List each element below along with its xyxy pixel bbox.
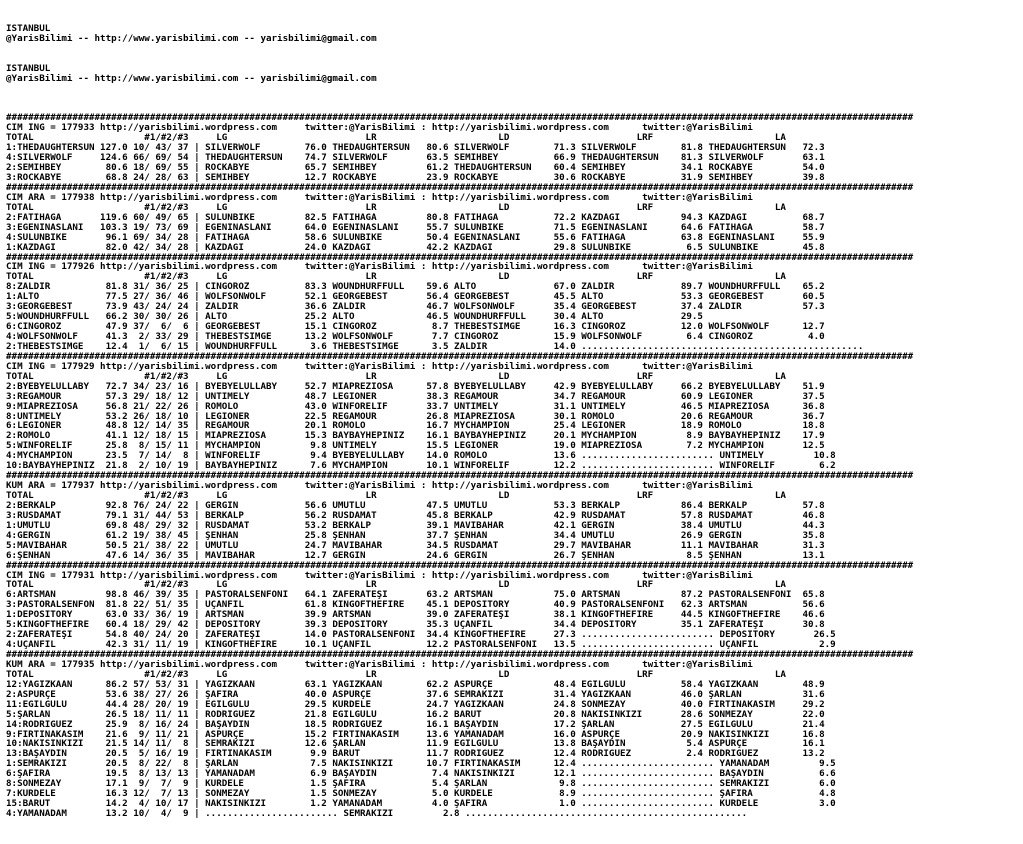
- result-row: 5:WINFORELİF 25.8 8/ 15/ 11 | MYCHAMPION 9.8 UNTIMELY 15.5 LEGIONER 19.0 MIAPREZIOSA 7.2 MYCHAMPION 12.5: [6, 441, 825, 452]
- result-row: 4:UÇANFİL 42.3 31/ 11/ 19 | KINGOFTHEFIRE 10.1 UÇANFİL 12.2 PASTORALSENFONİ 13.5 ........................ UÇANFİL 2.9: [6, 640, 836, 650]
- race-block: [6, 253, 1023, 352]
- race-block: [6, 113, 1023, 183]
- result-row: 1:UMUTLU 69.8 48/ 29/ 32 | RUSDAMAT 53.2 BERKALP 39.1 MAVİBAHAR 42.1 GERGİN 38.4 UMUTLU 44.3: [6, 520, 825, 531]
- result-row: 2:ROMOLO 41.1 12/ 18/ 15 | MIAPREZIOSA 15.3 BAYBAYHEPİNİZ 16.1 BAYBAYHEPİNİZ 20.1 MYCHAMPION 8.9 BAYBAYHEPİNİZ 17.9: [6, 431, 825, 442]
- result-row: 7:KURDELE 16.3 12/ 7/ 13 | SONMEZAY 1.5 SONMEZAY 5.0 KURDELE 8.9 ........................ ŞAFİRA 4.8: [6, 789, 836, 800]
- separator-line: ####################################################################################################################################################################: [6, 113, 914, 124]
- result-row: 3:EGENİNASLANI 103.3 19/ 73/ 69 | EGENİNASLANI 64.0 EGENİNASLANI 55.7 SULUNBİKE 71.5 EGENİNASLANI 64.6 FATİHAĞA 58.7: [6, 222, 825, 233]
- result-row: 12:YAĞIZKAAN 86.2 57/ 53/ 31 | YAĞIZKAAN 63.1 YAĞIZKAAN 62.2 ASPURÇE 48.4 EGILGÜLÜ 58.4 YAĞIZKAAN 48.9: [6, 679, 825, 690]
- document-header: [6, 24, 1023, 94]
- result-row: 1:THEDAUGHTERSUN 127.0 10/ 43/ 37 | SILVERWOLF 76.0 THEDAUGHTERSUN 80.6 SILVERWOLF 71.3 SILVERWOLF 81.8 THEDAUGHTERSUN 72.3: [6, 143, 825, 154]
- result-row: 5:WOUNDHURFFULL 66.2 30/ 30/ 26 | ALTO 25.2 ALTO 46.5 WOUNDHURFFULL 30.4 ALTO 29.5: [6, 312, 703, 323]
- race-title: CIM ING = 177931 http://yarisbilimi.wordpress.com twitter:@YarisBilimi : http://yarisbilimi.wordpress.com twitter:@YarisBilimi: [6, 570, 753, 581]
- result-row: 9:FIRTINAKASIM 21.6 9/ 11/ 21 | ASPURÇE 15.2 FIRTINAKASIM 13.6 YAMANADAM 16.0 ASPURÇE 20.9 NAKİSİNKİZİ 16.8: [6, 729, 825, 740]
- result-row: 2:BYEBYELULLABY 72.7 34/ 23/ 16 | BYEBYELULLABY 52.7 MIAPREZIOSA 57.8 BYEBYELULLABY 42.9 BYEBYELULLABY 66.2 BYEBYELULLABY 51.9: [6, 381, 825, 392]
- result-row: 3:PASTORALSENFON 81.8 22/ 51/ 35 | UÇANFİL 61.8 KINGOFTHEFIRE 45.1 DEPOSITORY 40.9 PASTORALSENFONİ 62.3 ARTSMAN 56.6: [6, 600, 825, 611]
- result-row: 4:SILVERWOLF 124.6 66/ 69/ 54 | THEDAUGHTERSUN 74.7 SILVERWOLF 63.5 SEMIHBEY 66.9 THEDAUGHTERSUN 81.3 SILVERWOLF 63.1: [6, 153, 825, 164]
- separator-line: ####################################################################################################################################################################: [6, 560, 914, 571]
- column-header-row: TOTAL #1/#2/#3 LG LR LD LRF LA: [6, 580, 786, 591]
- result-row: 9:MIAPREZIOSA 56.8 21/ 22/ 26 | ROMOLO 43.0 WINFORELİF 33.7 UNTIMELY 31.1 UNTIMELY 46.5 MIAPREZIOSA 36.8: [6, 401, 825, 412]
- result-row: 8:UNTIMELY 53.2 26/ 18/ 10 | LEGIONER 22.5 REGAMOUR 26.8 MIAPREZIOSA 30.1 ROMOLO 20.6 REGAMOUR 36.7: [6, 411, 825, 422]
- result-row: 14:RODRIGUEZ 25.9 8/ 16/ 24 | BAŞAYDIN 18.5 RODRIGUEZ 16.1 BAŞAYDIN 17.2 ŞARLAN 27.5 EGILGÜLÜ 21.4: [6, 719, 825, 730]
- blank-line: [6, 54, 1023, 64]
- result-row: 1:DEPOSITORY 63.0 33/ 36/ 19 | ARTSMAN 39.9 ARTSMAN 39.0 ZAFERATEŞİ 38.1 KINGOFTHEFIRE 44.5 KINGOFTHEFIRE 46.6: [6, 610, 825, 621]
- result-row: 1:SEMRAKİZI 20.5 8/ 22/ 8 | ŞARLAN 7.5 NAKİSİNKİZİ 10.7 FIRTINAKASIM 12.4 ........................ YAMANADAM 9.5: [6, 759, 836, 770]
- result-row: 3:ROCKABYE 68.8 24/ 28/ 63 | SEMIHBEY 12.7 ROCKABYE 23.9 ROCKABYE 30.6 ROCKABYE 31.9 SEMIHBEY 39.8: [6, 173, 825, 183]
- column-header-row: TOTAL #1/#2/#3 LG LR LD LRF LA: [6, 669, 786, 680]
- header-line: @YarisBilimi -- http://www.yarisbilimi.com -- yarisbilimi@gmail.com: [6, 73, 377, 84]
- header-line: ISTANBUL: [6, 63, 51, 74]
- separator-line: ####################################################################################################################################################################: [6, 351, 914, 362]
- result-row: 5:MAVİBAHAR 50.5 21/ 38/ 22 | UMUTLU 24.7 MAVİBAHAR 34.5 RUSDAMAT 29.7 MAVİBAHAR 11.1 MAVİBAHAR 31.3: [6, 540, 825, 551]
- result-row: 1:KAZDAĞI 82.0 42/ 34/ 28 | KAZDAĞI 24.0 KAZDAĞI 42.2 KAZDAĞI 29.8 SULUNBİKE 6.5 SULUNBİKE 45.8: [6, 242, 825, 253]
- result-row: 4:GERGİN 61.2 19/ 38/ 45 | ŞENHAN 25.8 ŞENHAN 37.7 ŞENHAN 34.4 UMUTLU 26.9 GERGİN 35.8: [6, 530, 825, 541]
- result-row: 6:CINGOROZ 47.9 37/ 6/ 6 | GEORGEBEST 15.1 CINGOROZ 8.7 THEBESTSİMGE 16.3 CINGOROZ 12.0 WOLFSONWOLF 12.7: [6, 322, 825, 332]
- result-row: 2:FATİHAĞA 119.6 60/ 49/ 65 | SULUNBİKE 82.5 FATİHAĞA 80.8 FATİHAĞA 72.2 KAZDAĞI 94.3 KAZDAĞI 68.7: [6, 212, 825, 223]
- result-row: 3:REGAMOUR 57.3 29/ 18/ 12 | UNTIMELY 48.7 LEGIONER 38.3 REGAMOUR 34.7 REGAMOUR 60.9 LEGIONER 37.5: [6, 391, 825, 402]
- column-header-row: TOTAL #1/#2/#3 LG LR LD LRF LA: [6, 133, 786, 144]
- column-header-row: TOTAL #1/#2/#3 LG LR LD LRF LA: [6, 272, 786, 283]
- result-row: 11:EGILGÜLÜ 44.4 28/ 20/ 19 | EGILGÜLÜ 29.5 KURDELE 24.7 YAĞIZKAAN 24.8 SONMEZAY 40.0 FIRTINAKASIM 29.2: [6, 699, 825, 710]
- result-row: 6:ŞENHAN 47.6 14/ 36/ 35 | MAVİBAHAR 12.7 GERGİN 24.6 GERGİN 26.7 ŞENHAN 8.5 ŞENHAN 13.1: [6, 550, 825, 561]
- result-row: 4:MYCHAMPION 23.5 7/ 14/ 8 | WINFORELİF 9.4 BYEBYELULLABY 14.0 ROMOLO 13.6 ........................ UNTIMELY 10.8: [6, 451, 836, 462]
- result-row: 2:BERKALP 92.8 76/ 24/ 22 | GERGİN 56.6 UMUTLU 47.5 UMUTLU 53.3 BERKALP 86.4 BERKALP 57.8: [6, 500, 825, 511]
- race-blocks: [6, 113, 1023, 819]
- race-title: KUM ARA = 177937 http://yarisbilimi.wordpress.com twitter:@YarisBilimi : http://yarisbilimi.wordpress.com twitter:@YarisBilimi: [6, 481, 753, 491]
- race-title: CIM ING = 177933 http://yarisbilimi.wordpress.com twitter:@YarisBilimi : http://yarisbilimi.wordpress.com twitter:@YarisBilimi: [6, 123, 753, 134]
- race-title: CIM ING = 177929 http://yarisbilimi.wordpress.com twitter:@YarisBilimi : http://yarisbilimi.wordpress.com twitter:@YarisBilimi: [6, 361, 753, 372]
- race-block: [6, 183, 1023, 253]
- result-row: 2:SEMIHBEY 80.6 18/ 69/ 55 | ROCKABYE 65.7 SEMIHBEY 61.2 THEDAUGHTERSUN 60.4 SEMIHBEY 34.1 ROCKABYE 54.0: [6, 163, 825, 173]
- result-row: 6:ŞAFİRA 19.5 8/ 13/ 13 | YAMANADAM 6.9 BAŞAYDIN 7.4 NAKİSİNKİZİ 12.1 ........................ BAŞAYDIN 6.6: [6, 769, 836, 780]
- result-row: 1:ALTO 77.5 27/ 36/ 46 | WOLFSONWOLF 52.1 GEORGEBEST 56.4 GEORGEBEST 45.5 ALTO 53.3 GEORGEBEST 60.5: [6, 292, 825, 303]
- blank-line: [6, 84, 1023, 94]
- blank-line: [6, 44, 1023, 54]
- race-block: [6, 471, 1023, 560]
- result-row: 2:THEBESTSİMGE 12.4 1/ 6/ 15 | WOUNDHURFFULL 3.6 THEBESTSİMGE 3.5 ZALDIR 14.0 ...................................................: [6, 341, 864, 352]
- result-row: 2:ZAFERATEŞİ 54.8 40/ 24/ 20 | ZAFERATEŞİ 14.0 PASTORALSENFONİ 34.4 KINGOFTHEFIRE 27.3 ........................ DEPOSITORY 26.5: [6, 630, 836, 641]
- result-row: 13:BAŞAYDIN 20.5 5/ 16/ 19 | FIRTINAKASIM 9.9 BARUT 11.7 RODRIGUEZ 12.4 RODRIGUEZ 2.4 RODRIGUEZ 13.2: [6, 749, 825, 760]
- result-row: 10:NAKİSİNKİZİ 21.5 14/ 11/ 8 | SEMRAKİZI 12.6 ŞARLAN 11.9 EGILGÜLÜ 13.8 BAŞAYDIN 5.4 ASPURÇE 16.1: [6, 739, 825, 750]
- result-row: 2:ASPURÇE 53.6 38/ 27/ 26 | ŞAFİRA 40.0 ASPURÇE 37.6 SEMRAKİZI 31.4 YAĞIZKAAN 46.0 ŞARLAN 31.6: [6, 689, 825, 700]
- result-row: 4:SULUNBİKE 96.1 69/ 34/ 28 | FATİHAĞA 58.6 SULUNBİKE 50.4 EGENİNASLANI 55.6 FATİHAĞA 63.8 EGENİNASLANI 55.9: [6, 232, 825, 243]
- separator-line: ####################################################################################################################################################################: [6, 471, 914, 482]
- separator-line: ####################################################################################################################################################################: [6, 650, 914, 660]
- race-title: KUM ARA = 177935 http://yarisbilimi.wordpress.com twitter:@YarisBilimi : http://yarisbilimi.wordpress.com twitter:@YarisBilimi: [6, 659, 753, 670]
- separator-line: ####################################################################################################################################################################: [6, 182, 914, 193]
- result-row: 8:SONMEZAY 17.1 9/ 7/ 9 | KURDELE 1.5 ŞAFİRA 5.4 ŞARLAN 9.8 ........................ SEMRAKİZI 6.0: [6, 779, 836, 790]
- column-header-row: TOTAL #1/#2/#3 LG LR LD LRF LA: [6, 371, 786, 382]
- column-header-row: TOTAL #1/#2/#3 LG LR LD LRF LA: [6, 491, 786, 501]
- result-row: 15:BARUT 14.2 4/ 10/ 17 | NAKİSİNKİZİ 1.2 YAMANADAM 4.0 ŞAFİRA 1.0 ........................ KURDELE 3.0: [6, 799, 836, 809]
- result-row: 4:YAMANADAM 13.2 10/ 4/ 9 | ........................ SEMRAKİZI 2.8 ...................................................: [6, 809, 748, 819]
- result-row: 8:ZALDIR 81.8 31/ 36/ 25 | CINGOROZ 83.3 WOUNDHURFFULL 59.6 ALTO 67.0 ZALDIR 89.7 WOUNDHURFFULL 65.2: [6, 282, 825, 293]
- result-row: 3:RUSDAMAT 79.1 31/ 44/ 53 | BERKALP 56.2 RUSDAMAT 45.8 BERKALP 42.9 RUSDAMAT 57.8 RUSDAMAT 46.8: [6, 510, 825, 521]
- race-title: CIM ING = 177926 http://yarisbilimi.wordpress.com twitter:@YarisBilimi : http://yarisbilimi.wordpress.com twitter:@YarisBilimi: [6, 262, 753, 273]
- race-block: [6, 352, 1023, 471]
- race-block: [6, 650, 1023, 819]
- race-block: [6, 561, 1023, 650]
- header-line: ISTANBUL: [6, 23, 51, 34]
- column-header-row: TOTAL #1/#2/#3 LG LR LD LRF LA: [6, 202, 786, 213]
- separator-line: ####################################################################################################################################################################: [6, 252, 914, 263]
- header-line: @YarisBilimi -- http://www.yarisbilimi.com -- yarisbilimi@gmail.com: [6, 33, 377, 44]
- result-row: 5:KINGOFTHEFIRE 60.4 18/ 29/ 42 | DEPOSITORY 39.3 DEPOSITORY 35.3 UÇANFİL 34.4 DEPOSITORY 35.1 ZAFERATEŞİ 30.8: [6, 620, 825, 631]
- result-row: 6:ARTSMAN 98.8 46/ 39/ 35 | PASTORALSENFONİ 64.1 ZAFERATEŞİ 63.2 ARTSMAN 75.0 ARTSMAN 87.2 PASTORALSENFONİ 65.8: [6, 590, 825, 601]
- result-row: 4:WOLFSONWOLF 41.3 2/ 33/ 29 | THEBESTSİMGE 13.2 WOLFSONWOLF 7.7 CINGOROZ 15.9 WOLFSONWOLF 6.4 CINGOROZ 4.0: [6, 332, 825, 342]
- race-title: CIM ARA = 177938 http://yarisbilimi.wordpress.com twitter:@YarisBilimi : http://yarisbilimi.wordpress.com twitter:@YarisBilimi: [6, 192, 753, 203]
- result-row: 6:LEGIONER 48.8 12/ 14/ 35 | REGAMOUR 20.1 ROMOLO 16.7 MYCHAMPION 25.4 LEGIONER 18.9 ROMOLO 18.8: [6, 421, 825, 432]
- result-row: 10:BAYBAYHEPİNİZ 21.8 2/ 10/ 19 | BAYBAYHEPİNİZ 7.6 MYCHAMPION 10.1 WINFORELİF 12.2 ........................ WINFORELİF 6.2: [6, 461, 836, 472]
- result-row: 5:ŞARLAN 26.5 18/ 11/ 11 | RODRIGUEZ 21.8 EGILGÜLÜ 16.2 BARUT 20.8 NAKİSİNKİZİ 28.6 SONMEZAY 22.0: [6, 709, 825, 720]
- result-row: 3:GEORGEBEST 73.9 43/ 24/ 24 | ZALDIR 36.6 ZALDIR 46.7 WOLFSONWOLF 35.4 GEORGEBEST 37.4 ZALDIR 57.3: [6, 302, 825, 313]
